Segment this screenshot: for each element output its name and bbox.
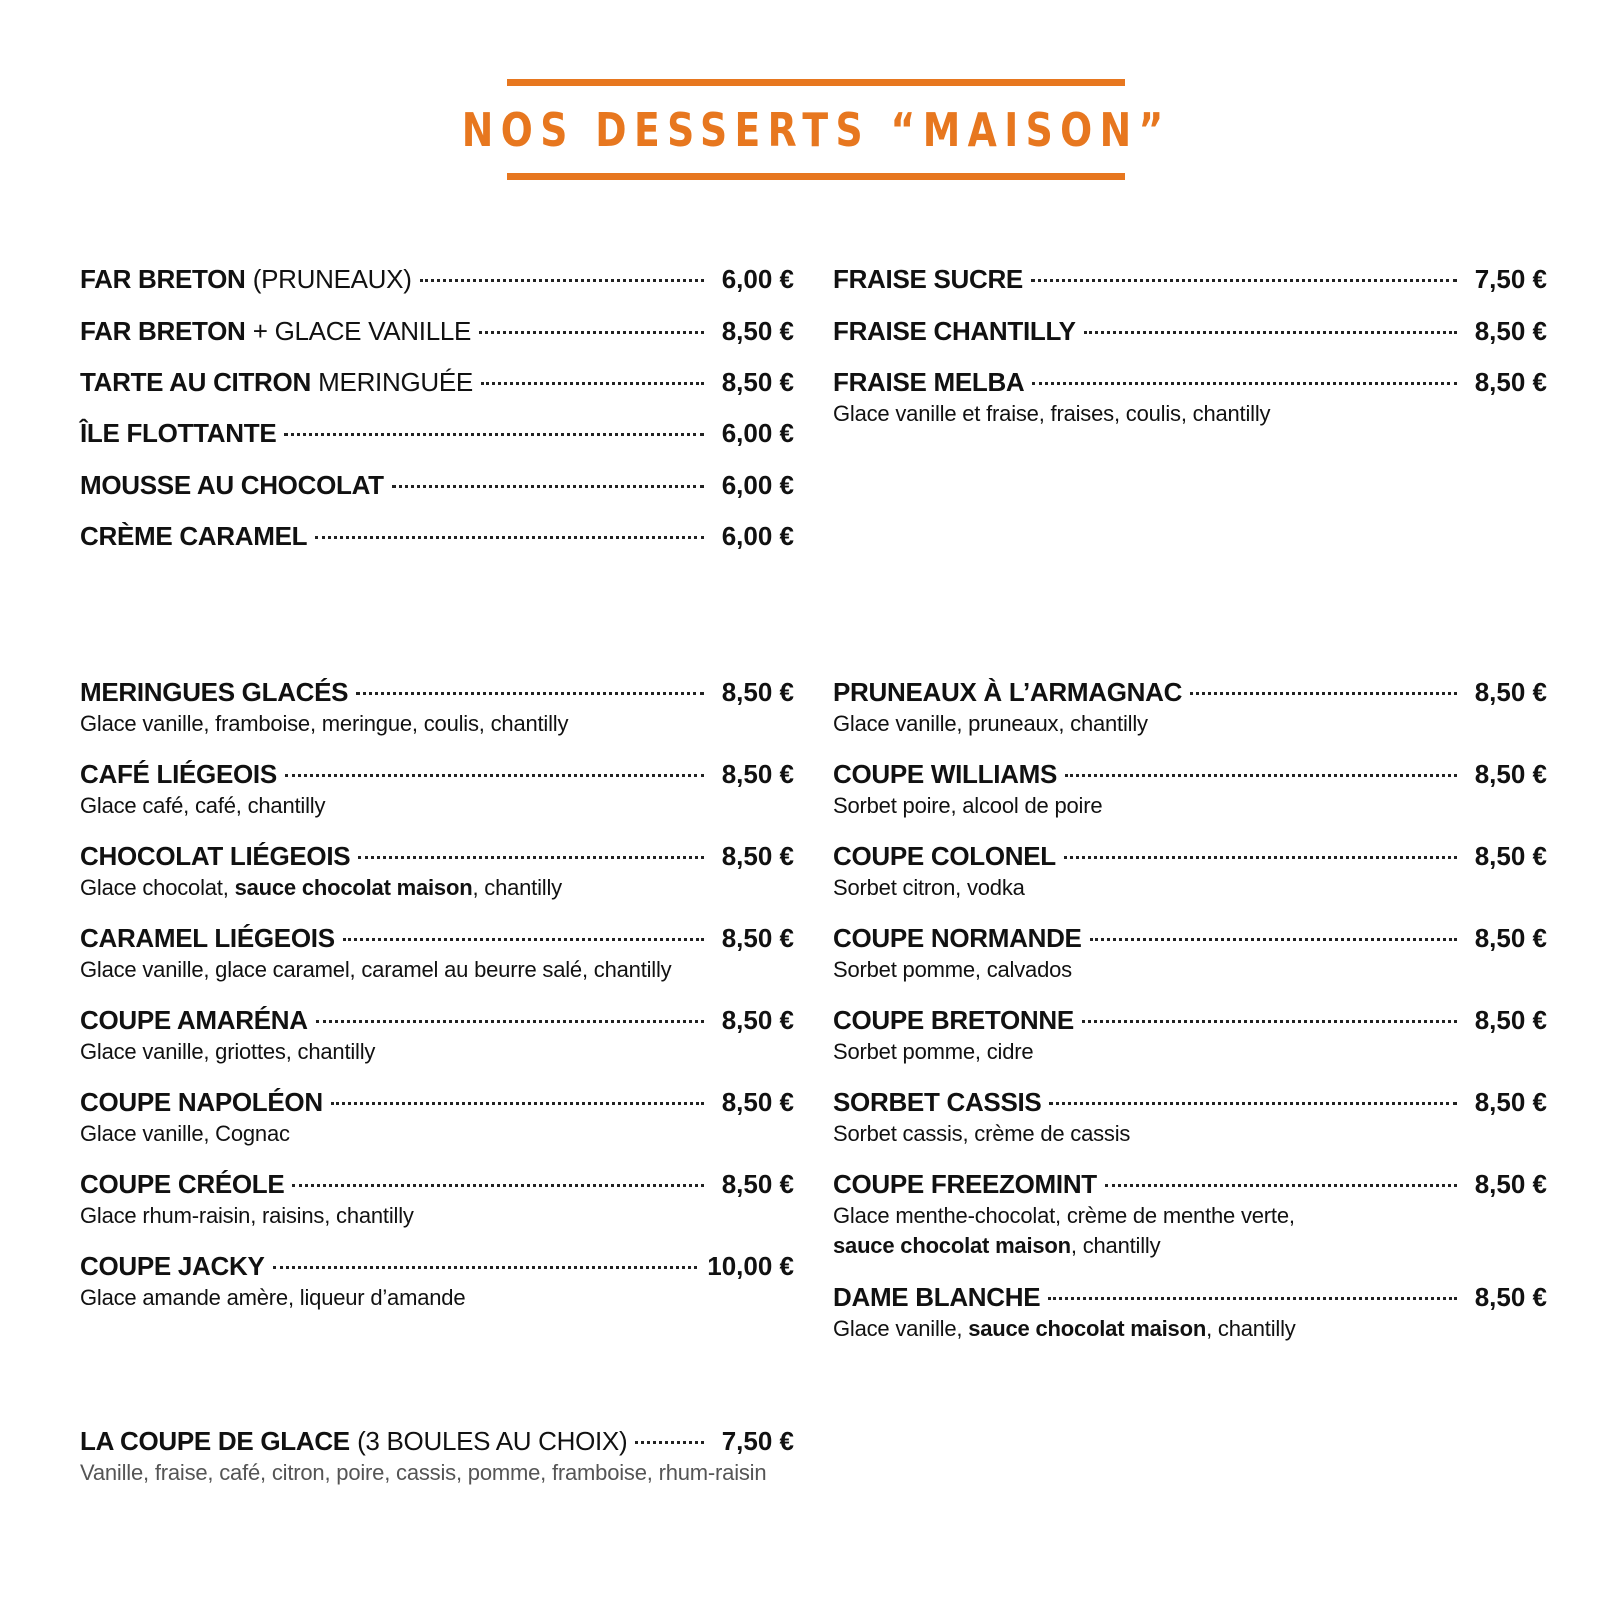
menu-item — [833, 757, 1547, 821]
menu-item — [80, 1003, 794, 1067]
item-price: 8,50 € — [721, 1087, 794, 1117]
item-price: 8,50 € — [1474, 841, 1547, 871]
item-name: PRUNEAUX À L’ARMAGNAC — [833, 677, 1183, 707]
dot-leader — [1190, 692, 1457, 695]
dot-leader — [1082, 1020, 1457, 1023]
dot-leader — [284, 433, 704, 436]
item-description: Glace chocolat, sauce chocolat maison, chantilly — [80, 875, 562, 900]
item-name: COUPE CRÉOLE — [80, 1169, 285, 1199]
item-name: FAR BRETON — [80, 316, 246, 346]
item-description: Glace vanille, sauce chocolat maison, chantilly — [833, 1316, 1296, 1341]
item-description: Sorbet cassis, crème de cassis — [833, 1121, 1131, 1146]
dot-leader — [285, 774, 704, 777]
menu-item — [80, 757, 794, 821]
item-name: COUPE COLONEL — [833, 841, 1056, 871]
item-name: MOUSSE AU CHOCOLAT — [80, 470, 384, 500]
item-name: FRAISE SUCRE — [833, 264, 1023, 294]
item-description: Glace café, café, chantilly — [80, 793, 326, 818]
menu-item — [80, 1424, 794, 1488]
menu-item — [80, 314, 794, 348]
menu-item — [80, 921, 794, 985]
item-name: FAR BRETON — [80, 264, 246, 294]
item-price: 8,50 € — [721, 677, 794, 707]
menu-item — [833, 839, 1547, 903]
item-name: DAME BLANCHE — [833, 1282, 1041, 1312]
item-extra: (3 BOULES AU CHOIX) — [357, 1426, 628, 1456]
item-price: 6,00 € — [721, 264, 794, 294]
menu-item — [833, 1280, 1547, 1344]
item-name: CRÈME CARAMEL — [80, 521, 308, 551]
item-name: COUPE JACKY — [80, 1251, 265, 1281]
item-price: 7,50 € — [1474, 264, 1547, 294]
item-price: 8,50 € — [1474, 677, 1547, 707]
item-price: 8,50 € — [721, 923, 794, 953]
item-price: 8,50 € — [721, 367, 794, 397]
menu-item — [833, 1167, 1547, 1261]
item-price: 8,50 € — [1474, 1087, 1547, 1117]
item-description: Glace vanille, Cognac — [80, 1121, 290, 1146]
item-name: COUPE NORMANDE — [833, 923, 1082, 953]
dot-leader — [315, 536, 704, 539]
item-price: 8,50 € — [721, 759, 794, 789]
item-name: ÎLE FLOTTANTE — [80, 418, 277, 448]
dot-leader — [1090, 938, 1457, 941]
dot-leader — [273, 1266, 698, 1269]
dot-leader — [635, 1441, 704, 1444]
menu-item — [833, 1085, 1547, 1149]
item-name: COUPE WILLIAMS — [833, 759, 1058, 789]
item-extra: + GLACE VANILLE — [252, 316, 472, 346]
item-name: TARTE AU CITRON — [80, 367, 311, 397]
item-price: 8,50 € — [1474, 1005, 1547, 1035]
item-price: 6,00 € — [721, 470, 794, 500]
item-name: CAFÉ LIÉGEOIS — [80, 759, 277, 789]
item-description: Glace vanille, glace caramel, caramel au beurre salé, chantilly — [80, 957, 672, 982]
item-name: MERINGUES GLACÉS — [80, 677, 349, 707]
menu-item — [80, 416, 794, 450]
dot-leader — [1105, 1184, 1457, 1187]
menu-item — [80, 468, 794, 502]
item-price: 8,50 € — [721, 1005, 794, 1035]
item-description: Sorbet poire, alcool de poire — [833, 793, 1103, 818]
dot-leader — [1065, 774, 1457, 777]
item-description: Glace vanille, pruneaux, chantilly — [833, 711, 1148, 736]
item-price: 8,50 € — [721, 841, 794, 871]
item-description: Glace vanille, griottes, chantilly — [80, 1039, 376, 1064]
menu-item — [80, 1085, 794, 1149]
menu-item — [80, 365, 794, 399]
menu-item — [833, 365, 1547, 429]
page-title: NOS DESSERTS “MAISON” — [461, 102, 1171, 157]
item-description: Sorbet citron, vodka — [833, 875, 1025, 900]
item-extra: MERINGUÉE — [318, 367, 473, 397]
item-price: 8,50 € — [1474, 367, 1547, 397]
dot-leader — [343, 938, 704, 941]
menu-item — [80, 839, 794, 903]
item-name: COUPE AMARÉNA — [80, 1005, 308, 1035]
dot-leader — [1084, 331, 1457, 334]
dot-leader — [1049, 1102, 1457, 1105]
item-price: 7,50 € — [721, 1426, 794, 1456]
item-name: COUPE FREEZOMINT — [833, 1169, 1097, 1199]
menu-item — [833, 314, 1547, 348]
item-description: Glace menthe-chocolat, crème de menthe verte, — [833, 1203, 1295, 1228]
item-description: Glace vanille et fraise, fraises, coulis, chantilly — [833, 401, 1271, 426]
menu-item — [80, 675, 794, 739]
menu-item — [833, 1003, 1547, 1067]
item-price: 8,50 € — [1474, 316, 1547, 346]
dot-leader — [479, 331, 704, 334]
item-price: 6,00 € — [721, 521, 794, 551]
item-name: LA COUPE DE GLACE — [80, 1426, 350, 1456]
item-price: 8,50 € — [1474, 923, 1547, 953]
item-name: FRAISE MELBA — [833, 367, 1025, 397]
dot-leader — [356, 692, 704, 695]
menu-item — [80, 519, 794, 553]
item-description: Glace rhum-raisin, raisins, chantilly — [80, 1203, 414, 1228]
item-price: 6,00 € — [721, 418, 794, 448]
item-name: CARAMEL LIÉGEOIS — [80, 923, 335, 953]
item-price: 10,00 € — [707, 1251, 794, 1281]
menu-item — [80, 1167, 794, 1231]
item-description: Vanille, fraise, café, citron, poire, cassis, pomme, framboise, rhum-raisin — [80, 1460, 767, 1485]
dot-leader — [1064, 856, 1457, 859]
dot-leader — [1031, 279, 1457, 282]
item-description: Glace vanille, framboise, meringue, coulis, chantilly — [80, 711, 569, 736]
dot-leader — [1048, 1297, 1457, 1300]
item-name: SORBET CASSIS — [833, 1087, 1042, 1117]
dot-leader — [331, 1102, 704, 1105]
item-price: 8,50 € — [1474, 759, 1547, 789]
dot-leader — [392, 485, 704, 488]
menu-item — [80, 1249, 794, 1313]
dot-leader — [358, 856, 704, 859]
dot-leader — [292, 1184, 704, 1187]
item-price: 8,50 € — [1474, 1169, 1547, 1199]
item-price: 8,50 € — [721, 316, 794, 346]
item-description: Glace amande amère, liqueur d’amande — [80, 1285, 466, 1310]
dot-leader — [420, 279, 704, 282]
dot-leader — [316, 1020, 704, 1023]
menu-item — [80, 262, 794, 296]
item-name: COUPE NAPOLÉON — [80, 1087, 323, 1117]
item-name: COUPE BRETONNE — [833, 1005, 1074, 1035]
dot-leader — [481, 382, 704, 385]
item-price: 8,50 € — [1474, 1282, 1547, 1312]
item-description: Sorbet pomme, cidre — [833, 1039, 1034, 1064]
item-description: Sorbet pomme, calvados — [833, 957, 1072, 982]
item-name: CHOCOLAT LIÉGEOIS — [80, 841, 351, 871]
title-banner — [461, 79, 1171, 180]
menu-item — [833, 921, 1547, 985]
item-description: sauce chocolat maison, chantilly — [833, 1233, 1161, 1258]
dot-leader — [1032, 382, 1457, 385]
item-price: 8,50 € — [721, 1169, 794, 1199]
menu-item — [833, 262, 1547, 296]
item-name: FRAISE CHANTILLY — [833, 316, 1076, 346]
item-extra: (PRUNEAUX) — [252, 264, 412, 294]
menu-item — [833, 675, 1547, 739]
